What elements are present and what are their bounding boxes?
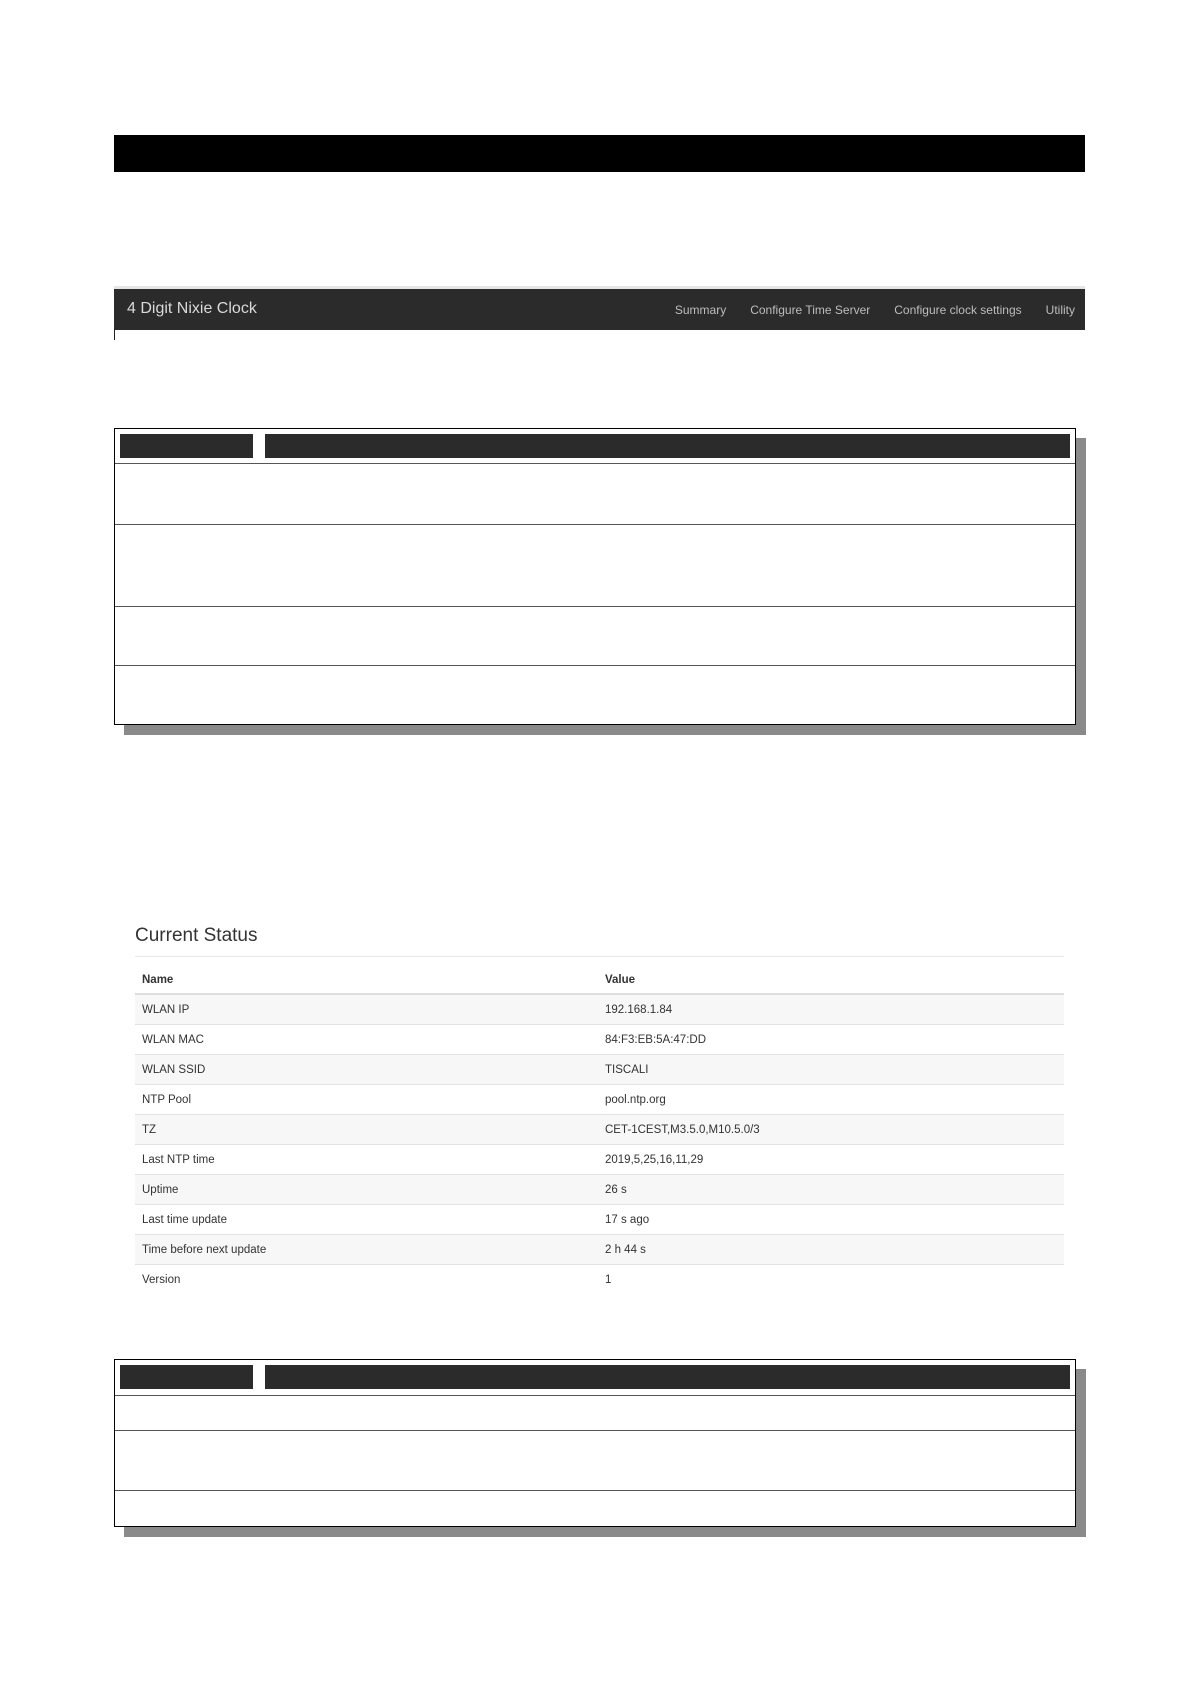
table-row-divider xyxy=(115,1430,1075,1431)
column-header-name: Name xyxy=(135,966,598,994)
row-value: pool.ntp.org xyxy=(598,1085,1064,1115)
table-row xyxy=(135,1055,1064,1085)
table-row-divider xyxy=(115,606,1075,607)
table-header-row xyxy=(135,966,1064,994)
navbar-brand[interactable]: 4 Digit Nixie Clock xyxy=(127,300,257,317)
status-table xyxy=(135,966,1064,1294)
table-row-divider xyxy=(115,524,1075,525)
row-name: WLAN MAC xyxy=(135,1025,598,1055)
row-name: NTP Pool xyxy=(135,1085,598,1115)
nav-link-utility[interactable]: Utility xyxy=(1045,303,1075,317)
row-value: 2019,5,25,16,11,29 xyxy=(598,1145,1064,1175)
table-row xyxy=(135,1235,1064,1265)
table-row xyxy=(135,994,1064,1025)
table-header-cell xyxy=(120,434,253,458)
column-header-value: Value xyxy=(598,966,1064,994)
framed-table-top xyxy=(114,428,1076,725)
nav-link-configure-clock-settings[interactable]: Configure clock settings xyxy=(894,303,1022,317)
row-name: WLAN SSID xyxy=(135,1055,598,1085)
table-row xyxy=(135,1085,1064,1115)
row-name: Uptime xyxy=(135,1175,598,1205)
table-row xyxy=(135,1265,1064,1295)
table-header-cell xyxy=(265,1365,1070,1389)
row-value: 17 s ago xyxy=(598,1205,1064,1235)
row-name: Time before next update xyxy=(135,1235,598,1265)
row-name: WLAN IP xyxy=(135,994,598,1025)
nav-link-summary[interactable]: Summary xyxy=(674,303,727,317)
row-value: CET-1CEST,M3.5.0,M10.5.0/3 xyxy=(598,1115,1064,1145)
divider xyxy=(135,956,1064,957)
navbar xyxy=(114,286,1085,330)
table-row xyxy=(135,1175,1064,1205)
row-name: Last NTP time xyxy=(135,1145,598,1175)
table-row xyxy=(135,1145,1064,1175)
table-row xyxy=(135,1025,1064,1055)
framed-table-bottom xyxy=(114,1359,1076,1527)
row-value: 1 xyxy=(605,1273,612,1286)
row-value: 26 s xyxy=(598,1175,1064,1205)
row-value: 84:F3:EB:5A:47:DD xyxy=(598,1025,1064,1055)
table-row-divider xyxy=(115,1395,1075,1396)
table-row-divider xyxy=(115,463,1075,464)
row-value: TISCALI xyxy=(598,1055,1064,1085)
divider xyxy=(114,330,115,340)
status-title: Current Status xyxy=(135,925,258,946)
navbar-links xyxy=(651,303,1075,317)
table-row xyxy=(135,1205,1064,1235)
table-header-cell xyxy=(265,434,1070,458)
table-row-divider xyxy=(115,665,1075,666)
row-name: Last time update xyxy=(135,1205,598,1235)
table-row xyxy=(135,1115,1064,1145)
document-header-bar xyxy=(114,135,1085,172)
nav-link-configure-time-server[interactable]: Configure Time Server xyxy=(750,303,871,317)
row-name: Version xyxy=(142,1273,181,1286)
row-name: TZ xyxy=(135,1115,598,1145)
row-value: 192.168.1.84 xyxy=(598,994,1064,1025)
table-row-divider xyxy=(115,1490,1075,1491)
table-header-cell xyxy=(120,1365,253,1389)
row-value: 2 h 44 s xyxy=(598,1235,1064,1265)
